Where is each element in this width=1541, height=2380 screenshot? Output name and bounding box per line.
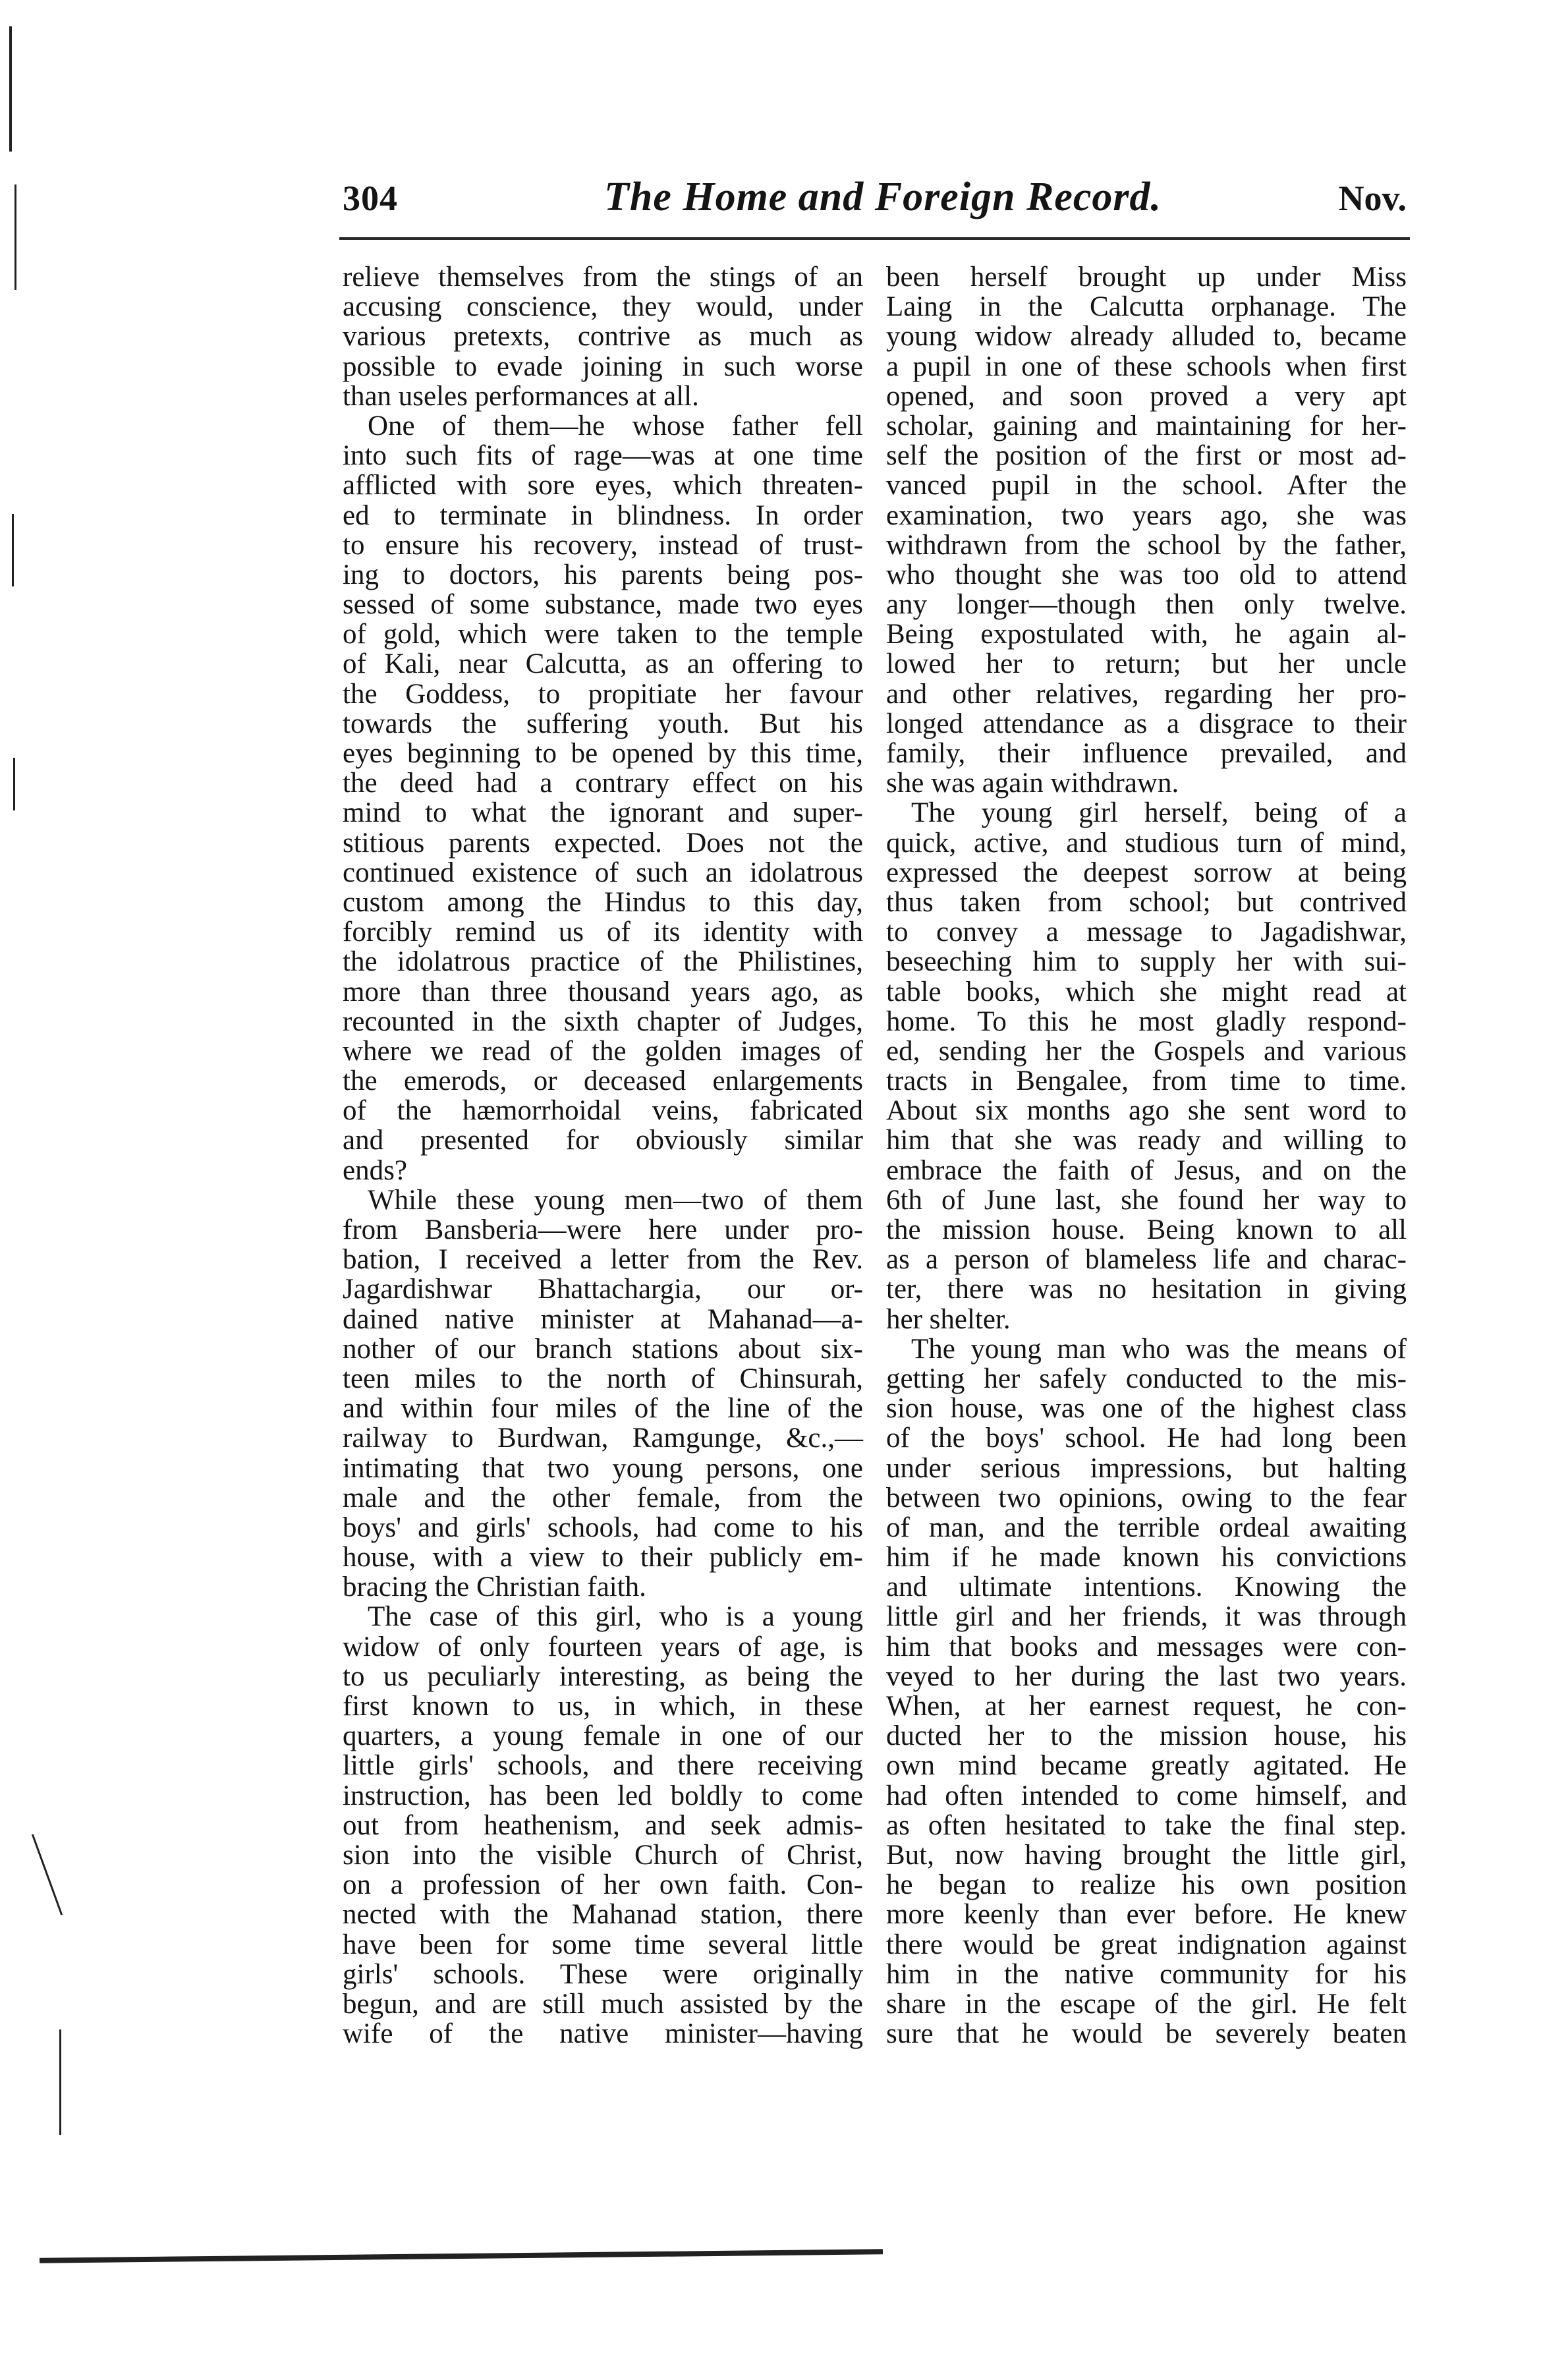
text-line: under serious impressions, but halting (886, 1452, 1407, 1484)
text-line: of the boys' school. He had long been (886, 1423, 1407, 1454)
scan-artifact (14, 184, 16, 290)
text-line: afflicted with sore eyes, which threaten- (343, 470, 863, 501)
text-line: withdrawn from the school by the father, (886, 529, 1407, 561)
text-line: more keenly than ever before. He knew (886, 1899, 1407, 1931)
text-line: various pretexts, contrive as much as (343, 321, 863, 353)
scan-artifact (59, 2029, 61, 2135)
text-line: But, now having brought the little girl, (886, 1839, 1407, 1871)
text-line: her shelter. (886, 1303, 1011, 1335)
text-line: recounted in the sixth chapter of Judges, (343, 1006, 863, 1037)
text-line: beseeching him to supply her with sui- (886, 946, 1407, 978)
text-line: The young girl herself, being of a (911, 797, 1407, 829)
text-line: dained native minister at Mahanad—a- (343, 1303, 863, 1335)
text-line: have been for some time several little (343, 1929, 863, 1960)
text-line: ducted her to the mission house, his (886, 1720, 1407, 1752)
right-column (886, 262, 1407, 2049)
scan-artifact (12, 514, 14, 586)
text-line: young widow already alluded to, became (886, 321, 1407, 353)
left-column (343, 262, 863, 2049)
text-line: ter, there was no hesitation in giving (886, 1274, 1407, 1305)
text-line: 6th of June last, she found her way to (886, 1184, 1407, 1216)
text-line: to ensure his recovery, instead of trust- (343, 529, 863, 561)
text-line: tracts in Bengalee, from time to time. (886, 1065, 1407, 1097)
text-line: vanced pupil in the school. After the (886, 470, 1407, 501)
text-line: eyes beginning to be opened by this time, (343, 738, 863, 769)
scan-artifact (32, 1834, 63, 1915)
text-line: to us peculiarly interesting, as being the (343, 1660, 863, 1692)
text-line: out from heathenism, and seek admis- (343, 1809, 863, 1841)
text-line: accusing conscience, they would, under (343, 291, 863, 323)
text-line: sessed of some substance, made two eyes (343, 589, 863, 621)
text-line: stitious parents expected. Does not the (343, 827, 863, 859)
text-line: begun, and are still much assisted by the (343, 1988, 863, 2020)
text-line: little girls' schools, and there receiving (343, 1750, 863, 1782)
text-line: than useles performances at all. (343, 380, 699, 412)
text-line: as a person of blameless life and charac- (886, 1244, 1407, 1276)
text-line: to convey a message to Jagadishwar, (886, 917, 1407, 948)
text-line: veyed to her during the last two years. (886, 1660, 1407, 1692)
text-line: he began to realize his own position (886, 1869, 1407, 1901)
text-line: the idolatrous practice of the Philistines, (343, 946, 863, 978)
text-line: scholar, gaining and maintaining for her- (886, 410, 1407, 441)
text-line: possible to evade joining in such worse (343, 351, 863, 382)
text-line: mind to what the ignorant and super- (343, 797, 863, 829)
text-line: The young man who was the means of (911, 1333, 1407, 1365)
text-line: custom among the Hindus to this day, (343, 886, 863, 918)
text-line: there would be great indignation against (886, 1929, 1407, 1960)
text-line: bracing the Christian faith. (343, 1572, 646, 1603)
text-line: longed attendance as a disgrace to their (886, 708, 1407, 739)
text-line: share in the escape of the girl. He felt (886, 1988, 1407, 2020)
text-line: quarters, a young female in one of our (343, 1720, 863, 1752)
scan-artifact (40, 2249, 883, 2263)
text-line: When, at her earnest request, he con- (886, 1691, 1407, 1722)
text-line: expressed the deepest sorrow at being (886, 857, 1407, 888)
text-line: Jagardishwar Bhattachargia, our or- (343, 1274, 863, 1305)
text-line: a pupil in one of these schools when first (886, 351, 1407, 382)
text-line: widow of only fourteen years of age, is (343, 1631, 863, 1662)
text-line: examination, two years ago, she was (886, 499, 1407, 531)
text-line: the emerods, or deceased enlargements (343, 1065, 863, 1097)
text-line: of Kali, near Calcutta, as an offering to (343, 648, 863, 680)
text-line: sion house, was one of the highest class (886, 1393, 1407, 1425)
text-line: Being expostulated with, he again al- (886, 619, 1407, 650)
text-line: The case of this girl, who is a young (368, 1601, 863, 1633)
text-line: and presented for obviously similar (343, 1125, 863, 1156)
text-line: between two opinions, owing to the fear (886, 1482, 1407, 1514)
scan-artifact (9, 26, 12, 152)
text-line: girls' schools. These were originally (343, 1958, 863, 1990)
text-line: him if he made known his convictions (886, 1542, 1407, 1573)
text-line: from Bansberia—were here under pro- (343, 1214, 863, 1245)
text-line: towards the suffering youth. But his (343, 708, 863, 739)
text-line: While these young men—two of them (368, 1184, 863, 1216)
text-line: of the hæmorrhoidal veins, fabricated (343, 1095, 863, 1127)
header-rule (339, 237, 1410, 240)
text-line: nected with the Mahanad station, there (343, 1899, 863, 1931)
text-line: the mission house. Being known to all (886, 1214, 1407, 1245)
text-line: and other relatives, regarding her pro- (886, 678, 1407, 710)
text-line: who thought she was too old to attend (886, 559, 1407, 590)
text-line: more than three thousand years ago, as (343, 976, 863, 1007)
text-line: as often hesitated to take the final step. (886, 1809, 1407, 1841)
text-line: getting her safely conducted to the mis- (886, 1363, 1407, 1394)
text-line: ing to doctors, his parents being pos- (343, 559, 863, 590)
text-line: had often intended to come himself, and (886, 1780, 1407, 1811)
text-line: of gold, which were taken to the temple (343, 619, 863, 650)
text-line: nother of our branch stations about six- (343, 1333, 863, 1365)
text-line: him that books and messages were con- (886, 1631, 1407, 1662)
text-line: house, with a view to their publicly em- (343, 1542, 863, 1573)
text-line: of man, and the terrible ordeal awaiting (886, 1512, 1407, 1543)
text-line: been herself brought up under Miss (886, 262, 1407, 293)
text-line: forcibly remind us of its identity with (343, 917, 863, 948)
text-line: sure that he would be severely beaten (886, 2018, 1407, 2050)
text-line: wife of the native minister—having (343, 2018, 863, 2050)
text-line: opened, and soon proved a very apt (886, 380, 1407, 412)
text-line: teen miles to the north of Chinsurah, (343, 1363, 863, 1394)
text-line: the Goddess, to propitiate her favour (343, 678, 863, 710)
text-line: first known to us, in which, in these (343, 1691, 863, 1722)
text-line: him in the native community for his (886, 1958, 1407, 1990)
text-line: instruction, has been led boldly to come (343, 1780, 863, 1811)
text-line: the deed had a contrary effect on his (343, 768, 863, 799)
issue-month: Nov. (1338, 179, 1407, 218)
text-line: continued existence of such an idolatrous (343, 857, 863, 888)
scan-artifact (13, 758, 15, 810)
text-line: thus taken from school; but contrived (886, 886, 1407, 918)
text-line: boys' and girls' schools, had come to his (343, 1512, 863, 1543)
text-line: into such fits of rage—was at one time (343, 440, 863, 472)
text-line: Laing in the Calcutta orphanage. The (886, 291, 1407, 323)
text-line: embrace the faith of Jesus, and on the (886, 1154, 1407, 1186)
text-line: where we read of the golden images of (343, 1035, 863, 1067)
text-line: and ultimate intentions. Knowing the (886, 1572, 1407, 1603)
text-line: him that she was ready and willing to (886, 1125, 1407, 1156)
text-line: she was again withdrawn. (886, 768, 1179, 799)
text-line: ed to terminate in blindness. In order (343, 499, 863, 531)
text-line: intimating that two young persons, one (343, 1452, 863, 1484)
text-line: relieve themselves from the stings of an (343, 262, 863, 293)
text-line: About six months ago she sent word to (886, 1095, 1407, 1127)
text-line: family, their influence prevailed, and (886, 738, 1407, 769)
text-line: railway to Burdwan, Ramgunge, &c.,— (343, 1423, 863, 1454)
journal-title: The Home and Foreign Record. (603, 175, 1162, 219)
text-line: One of them—he whose father fell (368, 410, 863, 441)
text-line: lowed her to return; but her uncle (886, 648, 1407, 680)
text-line: ed, sending her the Gospels and various (886, 1035, 1407, 1067)
text-line: on a profession of her own faith. Con- (343, 1869, 863, 1901)
text-line: self the position of the first or most ad- (886, 440, 1407, 472)
text-line: little girl and her friends, it was through (886, 1601, 1407, 1633)
text-line: home. To this he most gladly respond- (886, 1006, 1407, 1037)
text-line: and within four miles of the line of the (343, 1393, 863, 1425)
text-line: any longer—though then only twelve. (886, 589, 1407, 621)
text-line: own mind became greatly agitated. He (886, 1750, 1407, 1782)
text-line: male and the other female, from the (343, 1482, 863, 1514)
running-head (343, 175, 1407, 231)
text-line: table books, which she might read at (886, 976, 1407, 1007)
text-line: ends? (343, 1154, 407, 1186)
page-number: 304 (343, 179, 398, 218)
text-line: quick, active, and studious turn of mind, (886, 827, 1407, 859)
text-line: sion into the visible Church of Christ, (343, 1839, 863, 1871)
text-line: bation, I received a letter from the Rev. (343, 1244, 863, 1276)
